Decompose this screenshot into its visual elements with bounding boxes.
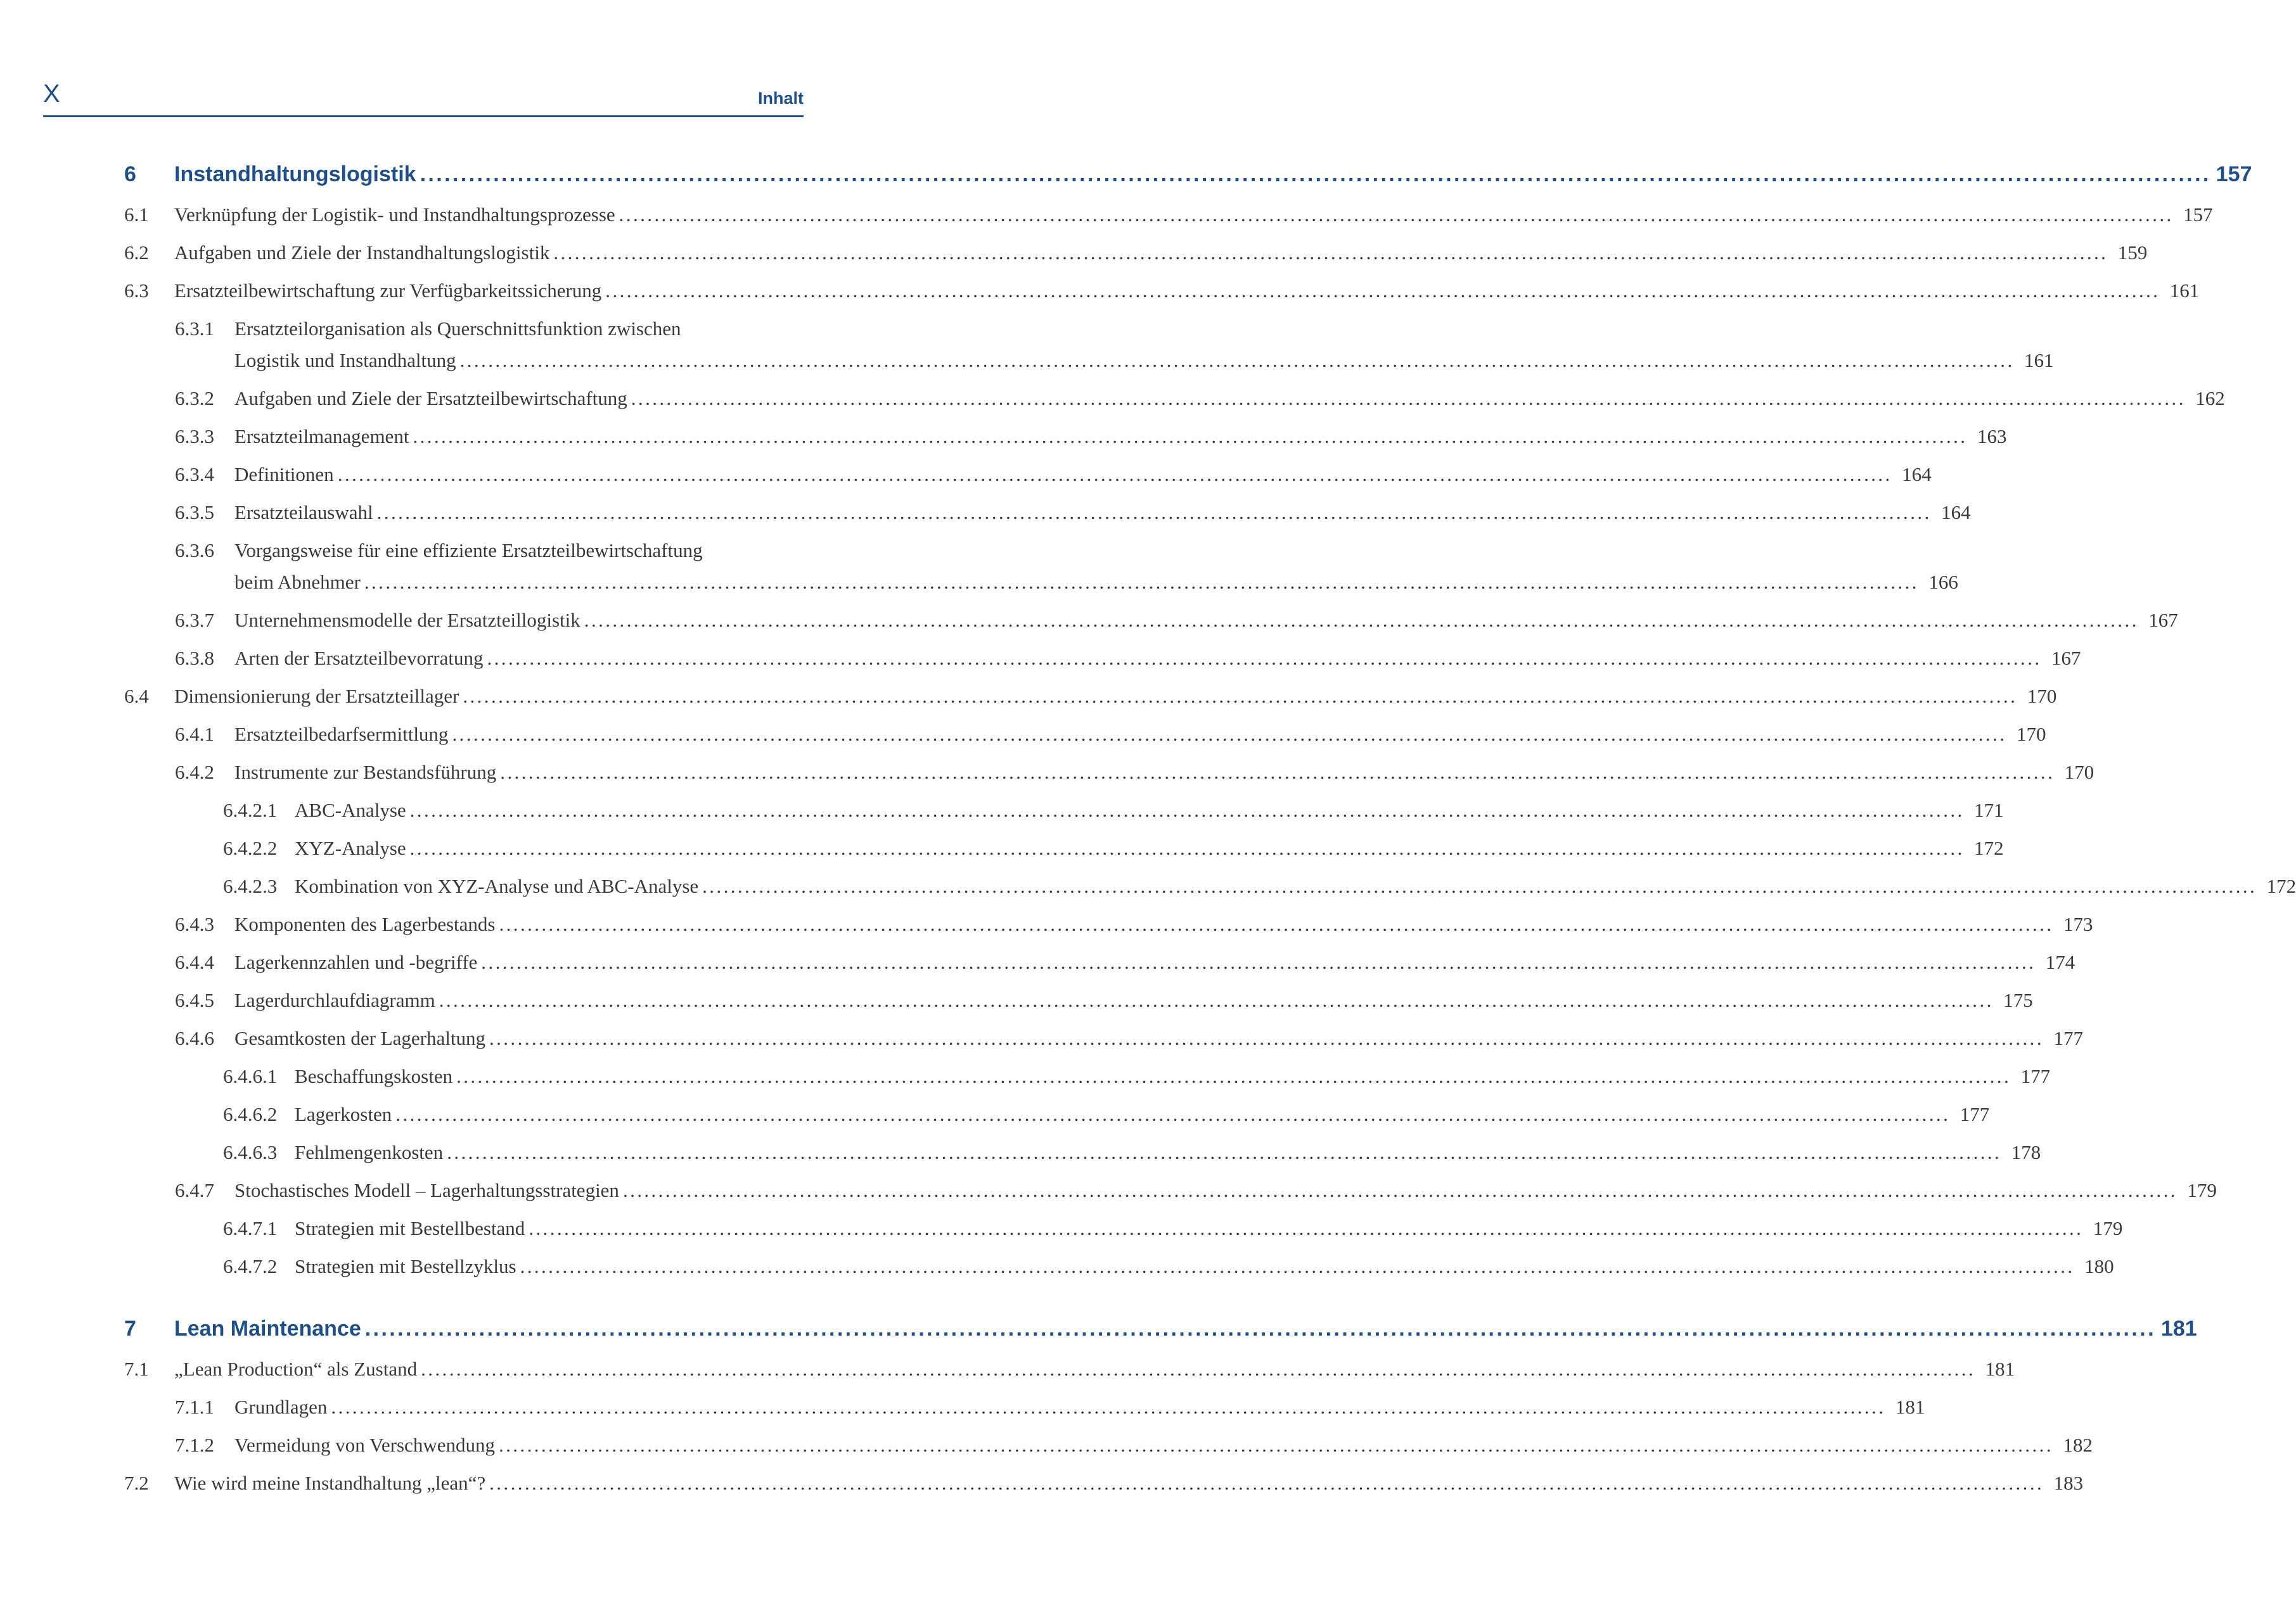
toc-entry-title: Vorgangsweise für eine effiziente Ersatzteilbewirtschaftung [234, 539, 703, 561]
dot-leader: ............................................................................................................................................................................................................................ [409, 837, 1965, 859]
toc-entry-number: 6.4.6.2 [223, 1103, 278, 1125]
toc-entry-number: 6.3 [124, 279, 149, 302]
toc-page-number: 173 [2063, 913, 2093, 935]
toc-entry-title: Ersatzteilauswahl [234, 501, 373, 523]
toc-entry-number: 6.4.7.2 [223, 1255, 278, 1277]
toc-entry-title: Definitionen [234, 463, 334, 485]
toc-entry-number: 6.4.6.3 [223, 1141, 278, 1163]
dot-leader: ............................................................................................................................................................................................................................ [605, 279, 2160, 302]
toc-entry-title: Instrumente zur Bestandsführung [234, 761, 497, 783]
toc-page-number: 180 [2084, 1255, 2114, 1277]
toc-page-number: 183 [2053, 1472, 2084, 1494]
dot-leader: ............................................................................................................................................................................................................................ [364, 1317, 2156, 1341]
toc-page-number: 179 [2187, 1179, 2217, 1201]
dot-leader: ............................................................................................................................................................................................................................ [584, 609, 2139, 631]
toc-entry-number: 6.4.6.1 [223, 1065, 278, 1087]
toc-entry-title: Lean Maintenance [174, 1317, 361, 1341]
toc-entry-number: 6.4.4 [175, 951, 214, 973]
dot-leader: ............................................................................................................................................................................................................................ [487, 647, 2042, 669]
toc-page-number: 170 [2027, 685, 2057, 707]
toc-entry-title: Ersatzteilbedarfsermittlung [234, 723, 449, 745]
dot-leader: ............................................................................................................................................................................................................................ [395, 1103, 1951, 1125]
dot-leader: ............................................................................................................................................................................................................................ [439, 989, 1994, 1011]
toc-page-number: 164 [1902, 463, 1932, 485]
dot-leader: ............................................................................................................................................................................................................................ [622, 1179, 2177, 1201]
toc-entry-number: 7.1.1 [175, 1396, 214, 1418]
dot-leader: ............................................................................................................................................................................................................................ [364, 571, 1919, 593]
toc-entry-number: 6.3.4 [175, 463, 214, 485]
toc-entry-title: Unternehmensmodelle der Ersatzteillogistik [234, 609, 580, 631]
page-number: X [43, 80, 60, 108]
toc-page-number: 170 [2016, 723, 2046, 745]
toc-entry-number: 6.4 [124, 685, 149, 707]
dot-leader: ............................................................................................................................................................................................................................ [409, 799, 1965, 821]
toc-entry-title: Instandhaltungslogistik [174, 162, 416, 186]
toc-page-number: 161 [2169, 279, 2200, 302]
dot-leader: ............................................................................................................................................................................................................................ [631, 387, 2186, 409]
toc-entry-title: Aufgaben und Ziele der Ersatzteilbewirtschaftung [234, 387, 627, 409]
toc-entry-title: Lagerkennzahlen und -begriffe [234, 951, 478, 973]
toc-entry-title: Arten der Ersatzteilbevorratung [234, 647, 484, 669]
toc-entry-title: Strategien mit Bestellzyklus [295, 1255, 516, 1277]
toc-entry-number: 6.4.7.1 [223, 1217, 278, 1239]
toc-entry-number: 7 [124, 1317, 136, 1341]
toc-entry-number: 6.1 [124, 203, 149, 226]
toc-page-number: 181 [2160, 1317, 2197, 1341]
dot-leader: ............................................................................................................................................................................................................................ [499, 913, 2054, 935]
dot-leader: ............................................................................................................................................................................................................................ [421, 1358, 1976, 1380]
toc-entry-title: Ersatzteilorganisation als Querschnittsfunktion zwischen [234, 317, 681, 340]
toc-entry-title: Dimensionierung der Ersatzteillager [174, 685, 459, 707]
toc-entry-number: 6.3.2 [175, 387, 214, 409]
toc-page-number: 159 [2117, 241, 2148, 264]
running-title: Inhalt [758, 89, 804, 108]
toc-page-number: 181 [1985, 1358, 2015, 1380]
toc-entry-title: Aufgaben und Ziele der Instandhaltungslogistik [174, 241, 550, 264]
dot-leader: ............................................................................................................................................................................................................................ [498, 1434, 2053, 1456]
dot-leader: ............................................................................................................................................................................................................................ [500, 761, 2055, 783]
toc-entry-title: Verknüpfung der Logistik- und Instandhaltungsprozesse [174, 203, 615, 226]
dot-leader: ............................................................................................................................................................................................................................ [413, 425, 1968, 447]
toc-page-number: 181 [1895, 1396, 1925, 1418]
toc-page-number: 157 [2216, 162, 2252, 186]
toc-entry-number: 6.4.5 [175, 989, 214, 1011]
toc-page-number: 178 [2011, 1141, 2041, 1163]
toc-entry-title: Lagerkosten [295, 1103, 392, 1125]
toc-page-number: 163 [1977, 425, 2007, 447]
toc-entry-title: XYZ-Analyse [295, 837, 406, 859]
dot-leader: ............................................................................................................................................................................................................................ [489, 1027, 2044, 1049]
dot-leader: ............................................................................................................................................................................................................................ [553, 241, 2108, 264]
dot-leader: ............................................................................................................................................................................................................................ [702, 875, 2257, 897]
toc-page-number: 171 [1974, 799, 2004, 821]
toc-entry-number: 7.1 [124, 1358, 149, 1380]
toc-page-number: 177 [1959, 1103, 1990, 1125]
toc-page-number: 166 [1928, 571, 1958, 593]
dot-leader: ............................................................................................................................................................................................................................ [529, 1217, 2084, 1239]
toc-entry-title: ABC-Analyse [295, 799, 406, 821]
toc-entry-number: 6.3.5 [175, 501, 214, 523]
toc-page-number: 177 [2020, 1065, 2051, 1087]
dot-leader: ............................................................................................................................................................................................................................ [619, 203, 2174, 226]
toc-entry-number: 6.3.6 [175, 539, 214, 561]
toc-page-number: 161 [2024, 349, 2054, 371]
toc-page-number: 174 [2045, 951, 2075, 973]
dot-leader: ............................................................................................................................................................................................................................ [452, 723, 2007, 745]
dot-leader: ............................................................................................................................................................................................................................ [489, 1472, 2044, 1494]
toc-entry-title: Fehlmengenkosten [295, 1141, 444, 1163]
toc-entry-title: Komponenten des Lagerbestands [234, 913, 496, 935]
toc-page-number: 175 [2003, 989, 2033, 1011]
toc-entry-title: Lagerdurchlaufdiagramm [234, 989, 435, 1011]
toc-page-number: 167 [2051, 647, 2081, 669]
toc-page-number: 157 [2183, 203, 2213, 226]
dot-leader: ............................................................................................................................................................................................................................ [456, 1065, 2011, 1087]
toc-page-number: 172 [1974, 837, 2004, 859]
toc-entry-number: 6.3.3 [175, 425, 214, 447]
toc-entry-title: Stochastisches Modell – Lagerhaltungsstrategien [234, 1179, 619, 1201]
toc-entry-number: 6.2 [124, 241, 149, 264]
toc-entry-number: 6.4.2 [175, 761, 214, 783]
toc-entry-title: Kombination von XYZ-Analyse und ABC-Analyse [295, 875, 699, 897]
dot-leader: ............................................................................................................................................................................................................................ [447, 1141, 2002, 1163]
toc-entry-number: 6.4.7 [175, 1179, 214, 1201]
toc-entry-number: 6.4.6 [175, 1027, 214, 1049]
toc-page-number: 179 [2093, 1217, 2123, 1239]
dot-leader: ............................................................................................................................................................................................................................ [463, 685, 2018, 707]
toc-entry-number: 6.4.3 [175, 913, 214, 935]
dot-leader: ............................................................................................................................................................................................................................ [376, 501, 1932, 523]
dot-leader: ............................................................................................................................................................................................................................ [459, 349, 2015, 371]
toc-entry-title: Vermeidung von Verschwendung [234, 1434, 495, 1456]
toc-entry-title: Ersatzteilbewirtschaftung zur Verfügbarkeitssicherung [174, 279, 602, 302]
toc-entry-title: Ersatzteilmanagement [234, 425, 409, 447]
toc-page-number: 172 [2266, 875, 2296, 897]
toc-page-number: 164 [1941, 501, 1971, 523]
toc-entry-number: 6 [124, 162, 136, 186]
toc-entry-title: Gesamtkosten der Lagerhaltung [234, 1027, 485, 1049]
dot-leader: ............................................................................................................................................................................................................................ [420, 162, 2211, 186]
toc-entry-title: „Lean Production“ als Zustand [174, 1358, 418, 1380]
toc-page-number: 167 [2148, 609, 2178, 631]
toc-page-number: 162 [2195, 387, 2225, 409]
toc-page-number: 177 [2053, 1027, 2083, 1049]
toc-entry-number: 6.4.2.3 [223, 875, 278, 897]
toc-entry-title: beim Abnehmer [234, 571, 361, 593]
dot-leader: ............................................................................................................................................................................................................................ [337, 463, 1892, 485]
toc-entry-number: 6.4.1 [175, 723, 214, 745]
toc-entry-number: 6.3.1 [175, 317, 214, 340]
toc-entry-title: Beschaffungskosten [295, 1065, 453, 1087]
toc-entry-number: 6.3.7 [175, 609, 214, 631]
dot-leader: ............................................................................................................................................................................................................................ [520, 1255, 2075, 1277]
toc-entry-number: 6.3.8 [175, 647, 214, 669]
toc-page-number: 182 [2063, 1434, 2093, 1456]
toc-entry-title: Strategien mit Bestellbestand [295, 1217, 525, 1239]
toc-entry-title: Wie wird meine Instandhaltung „lean“? [174, 1472, 486, 1494]
dot-leader: ............................................................................................................................................................................................................................ [481, 951, 2036, 973]
toc-entry-number: 7.1.2 [175, 1434, 214, 1456]
toc-entry-number: 6.4.2.1 [223, 799, 278, 821]
toc-page-number: 170 [2064, 761, 2094, 783]
toc-entry-title: Logistik und Instandhaltung [234, 349, 456, 371]
toc-entry-title: Grundlagen [234, 1396, 328, 1418]
dot-leader: ............................................................................................................................................................................................................................ [331, 1396, 1886, 1418]
toc-entry-number: 6.4.2.2 [223, 837, 278, 859]
toc-entry-number: 7.2 [124, 1472, 149, 1494]
